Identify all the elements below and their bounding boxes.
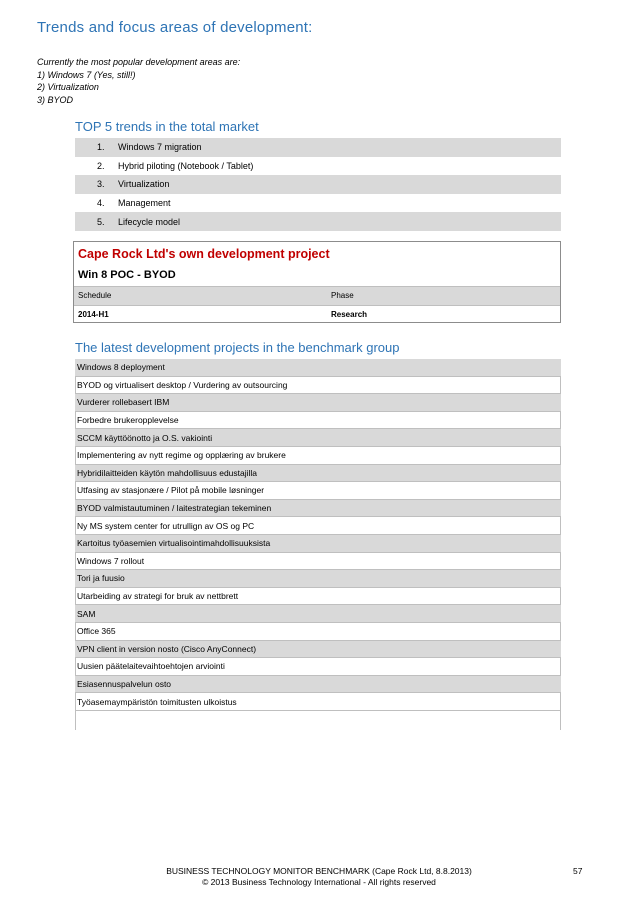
top5-label: Windows 7 migration xyxy=(118,142,202,153)
top5-number: 5. xyxy=(97,216,105,227)
latest-row: BYOD og virtualisert desktop / Vurdering av outsourcing xyxy=(75,377,561,395)
latest-row: Ny MS system center for utrullign av OS og PC xyxy=(75,517,561,535)
latest-row: Työasemaympäristön toimitusten ulkoistus xyxy=(75,693,561,711)
footer-copyright: © 2013 Business Technology International - All rights reserved xyxy=(202,877,436,887)
phase-header: Phase xyxy=(331,291,354,300)
page-heading: Trends and focus areas of development: xyxy=(37,19,313,36)
top5-number: 1. xyxy=(97,142,105,153)
schedule-value: 2014-H1 xyxy=(78,310,109,319)
top5-number: 2. xyxy=(97,160,105,171)
own-project-title: Cape Rock Ltd's own development project xyxy=(78,247,330,261)
top5-row xyxy=(75,138,561,157)
latest-row: Hybridilaitteiden käytön mahdollisuus edustajilla xyxy=(75,465,561,483)
intro-line: 1) Windows 7 (Yes, still!) xyxy=(37,69,136,80)
intro-line: 3) BYOD xyxy=(37,94,74,105)
latest-row: VPN client in version nosto (Cisco AnyConnect) xyxy=(75,641,561,659)
latest-row: Kartoitus työasemien virtualisointimahdollisuuksista xyxy=(75,535,561,553)
latest-row: Forbedre brukeropplevelse xyxy=(75,412,561,430)
latest-row: Windows 7 rollout xyxy=(75,553,561,571)
latest-row: Utarbeiding av strategi for bruk av nettbrett xyxy=(75,588,561,606)
page-number: 57 xyxy=(573,866,583,876)
latest-row: Windows 8 deployment xyxy=(75,359,561,377)
latest-row: Vurderer rollebasert IBM xyxy=(75,394,561,412)
intro-line: 2) Virtualization xyxy=(37,82,99,92)
latest-row: Utfasing av stasjonære / Pilot på mobile løsninger xyxy=(75,482,561,500)
schedule-header: Schedule xyxy=(78,291,112,300)
latest-row: Uusien päätelaitevaihtoehtojen arviointi xyxy=(75,658,561,676)
top5-number: 4. xyxy=(97,198,105,209)
top5-list xyxy=(75,138,561,231)
top5-row xyxy=(75,175,561,194)
own-project-name: Win 8 POC - BYOD xyxy=(78,269,176,281)
top5-row xyxy=(75,212,561,231)
phase-value: Research xyxy=(331,310,368,319)
top5-label: Lifecycle model xyxy=(118,216,181,227)
top5-label: Hybrid piloting (Notebook / Tablet) xyxy=(118,160,254,171)
top5-row xyxy=(75,194,561,213)
top5-row xyxy=(75,157,561,176)
latest-row: BYOD valmistautuminen / laitestrategian tekeminen xyxy=(75,500,561,518)
top5-label: Virtualization xyxy=(118,179,170,190)
latest-row: Office 365 xyxy=(75,623,561,641)
own-project-header-row xyxy=(74,286,560,305)
latest-row: Tori ja fuusio xyxy=(75,570,561,588)
latest-row: Esiasennuspalvelun osto xyxy=(75,676,561,694)
intro-text xyxy=(37,56,240,106)
latest-title: The latest development projects in the benchmark group xyxy=(75,340,400,355)
footer-line: BUSINESS TECHNOLOGY MONITOR BENCHMARK (Cape Rock Ltd, 8.8.2013) xyxy=(166,866,472,876)
top5-number: 3. xyxy=(97,179,105,190)
top5-label: Management xyxy=(118,198,171,209)
top5-title: TOP 5 trends in the total market xyxy=(75,119,259,134)
latest-row: Implementering av nytt regime og opplæring av brukere xyxy=(75,447,561,465)
latest-row: SCCM käyttöönotto ja O.S. vakiointi xyxy=(75,429,561,447)
latest-row: SAM xyxy=(75,605,561,623)
footer xyxy=(0,866,638,888)
own-project-box xyxy=(73,241,561,323)
latest-projects-list xyxy=(75,359,561,711)
intro-line: Currently the most popular development areas are: xyxy=(37,57,241,67)
own-project-value-row xyxy=(74,305,560,323)
